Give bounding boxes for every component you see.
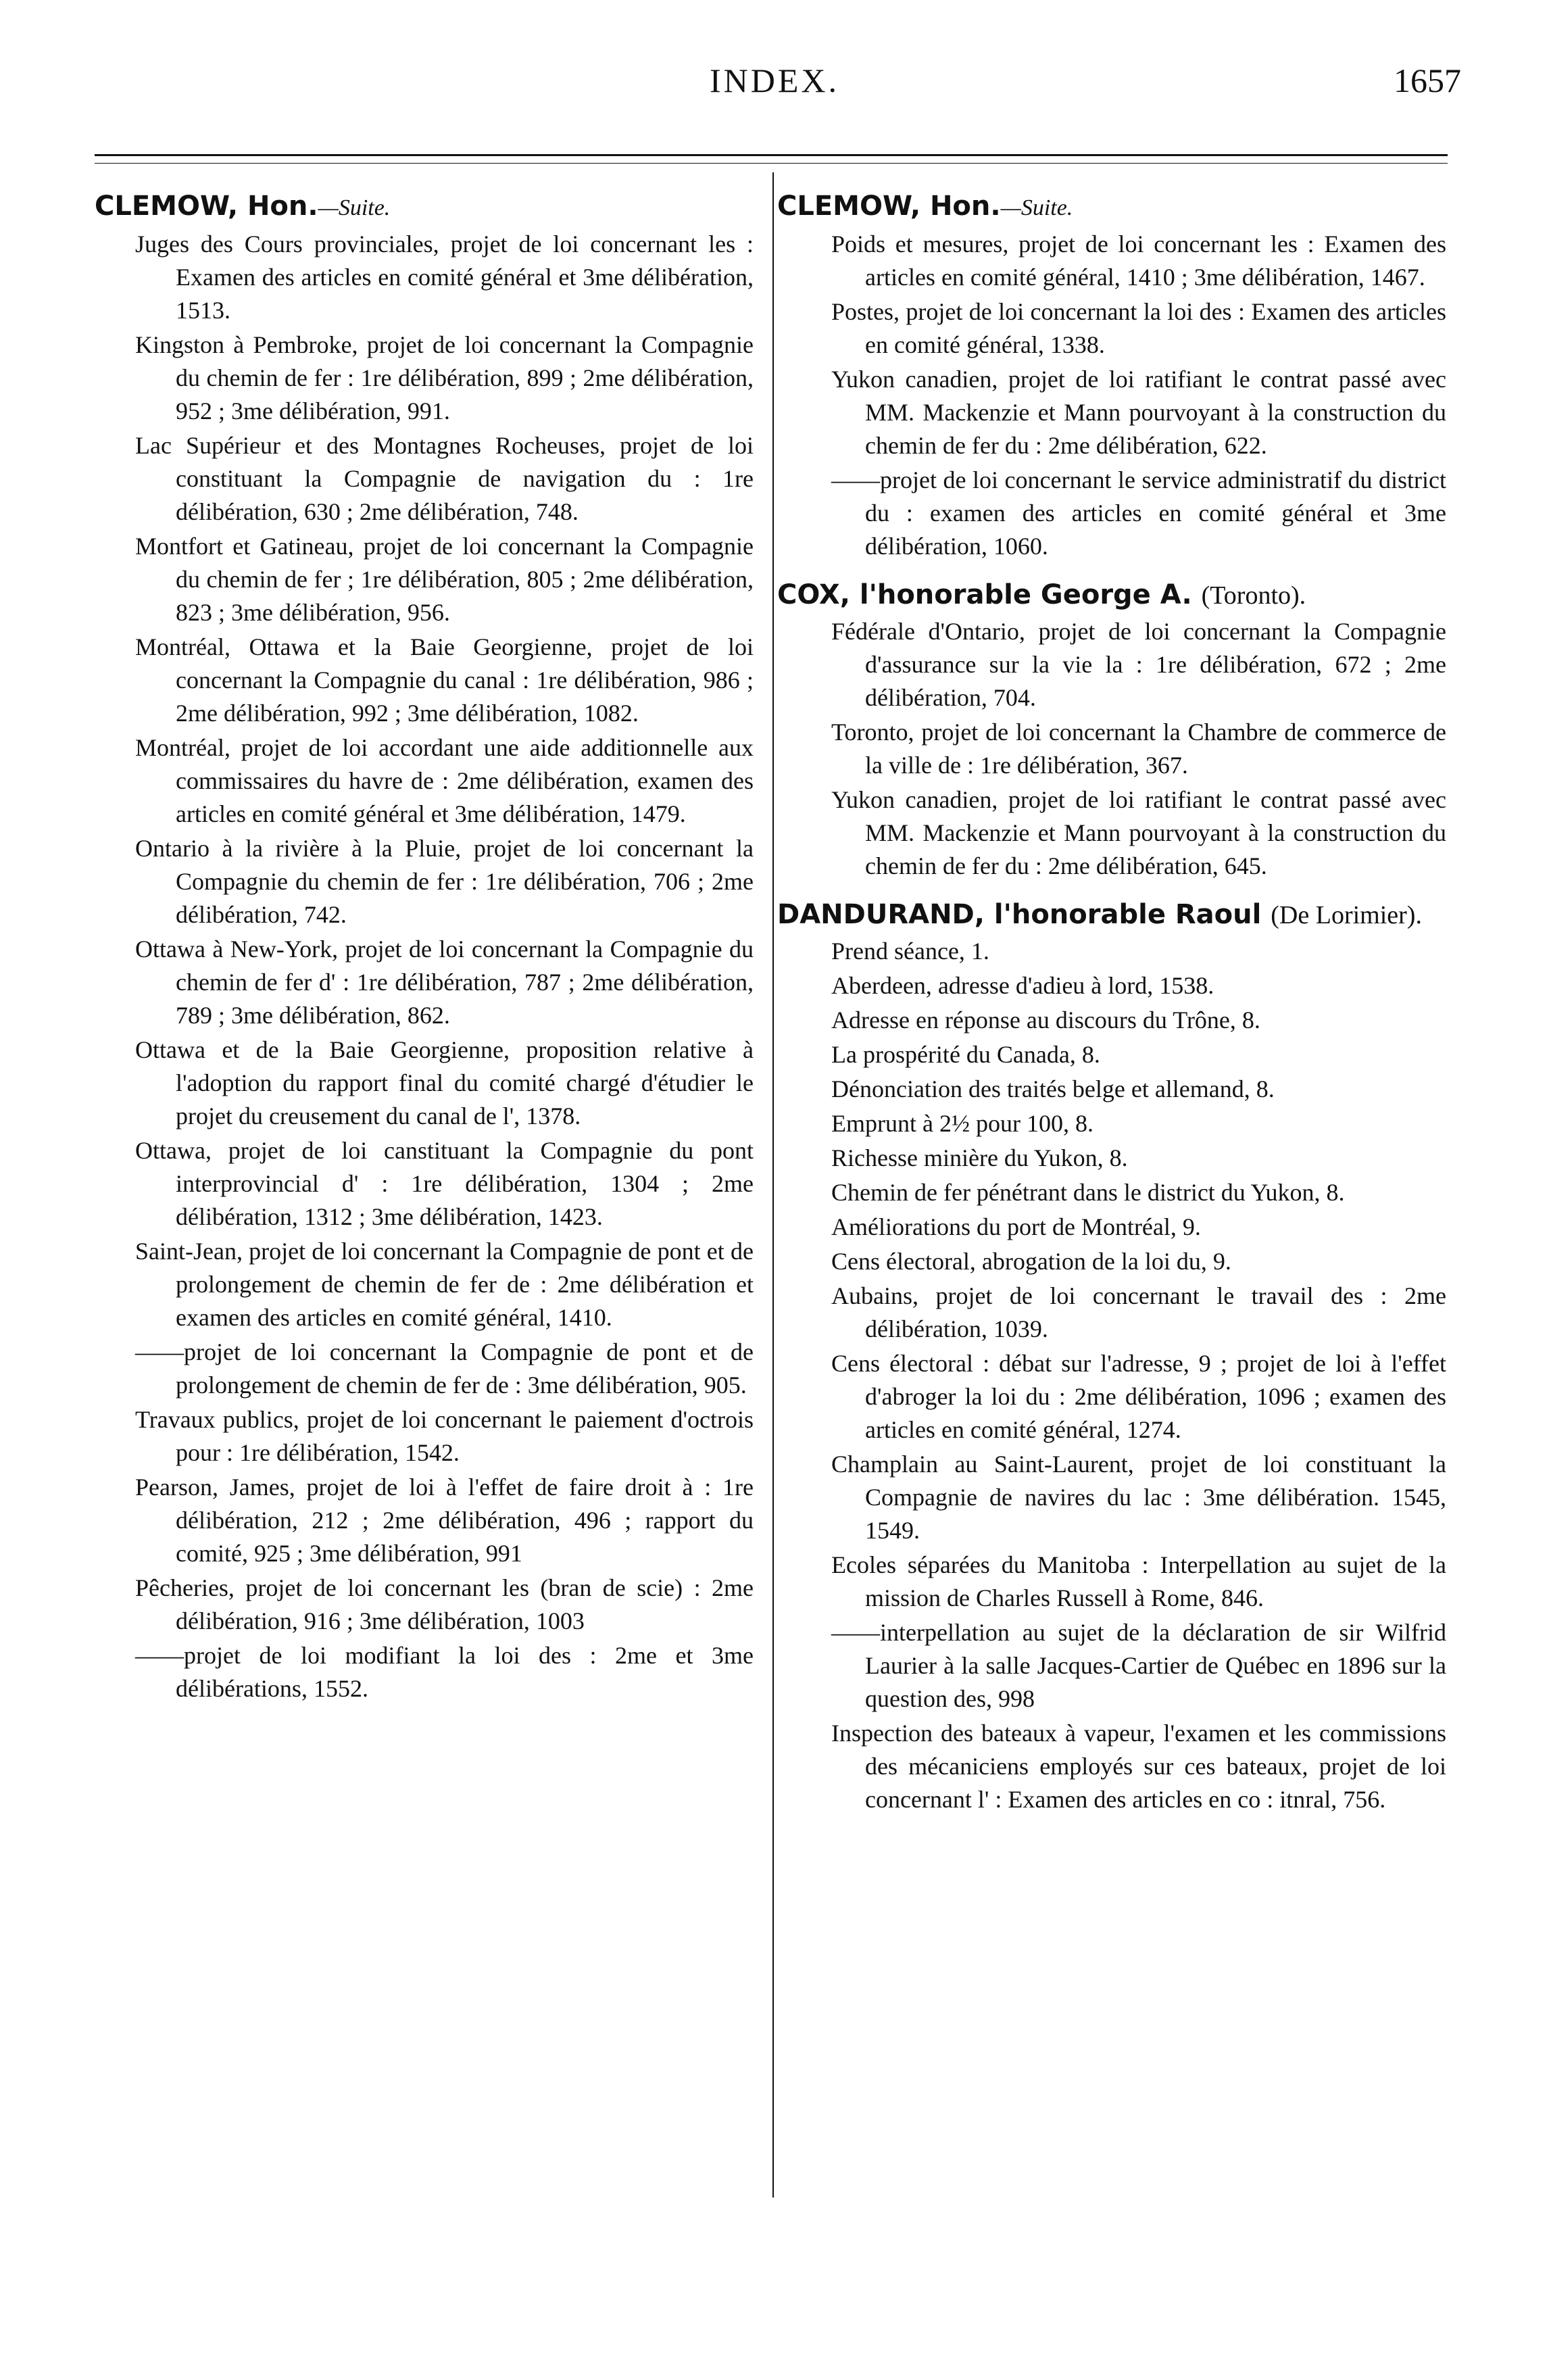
index-entry: Ottawa et de la Baie Georgienne, proposition relative à l'adoption du rapport final du comité chargé d'étudier le projet du creusement du canal de l', 1378.	[135, 1036, 754, 1130]
index-entry: Juges des Cours provinciales, projet de loi concernant les : Examen des articles en comité général et 3me délibération, 1513.	[135, 230, 754, 324]
page-number: 1657	[1394, 62, 1461, 99]
index-entry: Inspection des bateaux à vapeur, l'examen et les commissions des mécaniciens employés sur ces bateaux, projet de loi concernant l' : Examen des articles en co : itnral, 756.	[831, 1720, 1446, 1813]
heading-name: DANDURAND, l'honorable Raoul	[777, 899, 1262, 930]
index-entry: Montréal, Ottawa et la Baie Georgienne, projet de loi concernant la Compagnie du canal : 1re délibération, 986 ; 2me délibération, 992 ; 3me délibération, 1082.	[135, 633, 754, 727]
index-entry: Yukon canadien, projet de loi ratifiant le contrat passé avec MM. Mackenzie et Mann pourvoyant à la construction du chemin de fer du : 2me délibération, 645.	[831, 786, 1446, 879]
index-entry: Champlain au Saint-Laurent, projet de loi constituant la Compagnie de navires du lac : 3me délibération. 1545, 1549.	[831, 1451, 1446, 1544]
index-entry: Cens électoral : débat sur l'adresse, 9 ; projet de loi à l'effet d'abroger la loi du : 2me délibération, 1096 ; examen des articles en comité général, 1274.	[831, 1350, 1446, 1443]
index-entry: ——projet de loi concernant la Compagnie de pont et de prolongement de chemin de fer de : 3me délibération, 905.	[135, 1338, 754, 1399]
index-entry: La prospérité du Canada, 8.	[831, 1041, 1100, 1068]
index-entry: Poids et mesures, projet de loi concernant les : Examen des articles en comité général, 1410 ; 3me délibération, 1467.	[831, 230, 1446, 291]
index-entry: Montréal, projet de loi accordant une aide additionnelle aux commissaires du havre de : 2me délibération, examen des articles en comité général et 3me délibération, 1479.	[135, 734, 754, 827]
index-entry: Adresse en réponse au discours du Trône, 8.	[831, 1006, 1260, 1034]
index-entry: Fédérale d'Ontario, projet de loi concernant la Compagnie d'assurance sur la vie la : 1re délibération, 672 ; 2me délibération, 704.	[831, 618, 1446, 711]
index-heading	[777, 898, 1446, 932]
index-heading	[777, 578, 1446, 612]
index-entry: ——projet de loi modifiant la loi des : 2me et 3me délibérations, 1552.	[135, 1642, 754, 1702]
index-entry: Ontario à la rivière à la Pluie, projet de loi concernant la Compagnie du chemin de fer : 1re délibération, 706 ; 2me délibération, 742.	[135, 835, 754, 928]
index-entry: Chemin de fer pénétrant dans le district du Yukon, 8.	[831, 1179, 1345, 1206]
heading-name: CLEMOW, Hon.	[777, 191, 1001, 222]
index-heading	[777, 189, 1446, 225]
index-entry: Pearson, James, projet de loi à l'effet de faire droit à : 1re délibération, 212 ; 2me délibération, 496 ; rapport du comité, 925 ; 3me délibération, 991	[135, 1474, 754, 1567]
page-header	[88, 61, 1461, 122]
heading-name: CLEMOW, Hon.	[95, 191, 318, 222]
index-heading	[95, 189, 754, 225]
index-entry: Ecoles séparées du Manitoba : Interpellation au sujet de la mission de Charles Russell à Rome, 846.	[831, 1551, 1446, 1611]
index-entry: Lac Supérieur et des Montagnes Rocheuses, projet de loi constituant la Compagnie de navigation du : 1re délibération, 630 ; 2me délibération, 748.	[135, 432, 754, 525]
index-entry: Richesse minière du Yukon, 8.	[831, 1144, 1128, 1171]
rule-thick	[95, 154, 1448, 156]
heading-extra: (De Lorimier).	[1271, 901, 1422, 929]
heading-name: COX, l'honorable George A.	[777, 579, 1192, 610]
heading-extra: (Toronto).	[1201, 581, 1306, 610]
index-entry: Aubains, projet de loi concernant le travail des : 2me délibération, 1039.	[831, 1282, 1446, 1342]
index-entry: Emprunt à 2½ pour 100, 8.	[831, 1110, 1093, 1137]
index-entry: Yukon canadien, projet de loi ratifiant le contrat passé avec MM. Mackenzie et Mann pourvoyant à la construction du chemin de fer du : 2me délibération, 622.	[831, 366, 1446, 459]
right-column	[777, 189, 1446, 1818]
page-title: INDEX.	[709, 62, 840, 99]
index-entry: Cens électoral, abrogation de la loi du, 9.	[831, 1248, 1231, 1275]
column-divider	[772, 172, 774, 2197]
index-entry: Ottawa à New-York, projet de loi concernant la Compagnie du chemin de fer d' : 1re délibération, 787 ; 2me délibération, 789 ; 3me délibération, 862.	[135, 936, 754, 1029]
index-entry: Toronto, projet de loi concernant la Chambre de commerce de la ville de : 1re délibération, 367.	[831, 719, 1446, 779]
index-entry: Prend séance, 1.	[831, 938, 989, 965]
rule-thin	[95, 163, 1448, 164]
heading-suffix: —Suite.	[318, 195, 391, 220]
index-entry: Kingston à Pembroke, projet de loi concernant la Compagnie du chemin de fer : 1re délibération, 899 ; 2me délibération, 952 ; 3me délibération, 991.	[135, 331, 754, 424]
index-entry: ——projet de loi concernant le service administratif du district du : examen des articles en comité général et 3me délibération, 1060.	[831, 466, 1446, 560]
index-entry: ——interpellation au sujet de la déclaration de sir Wilfrid Laurier à la salle Jacques-Cartier de Québec en 1896 sur la question des, 998	[831, 1619, 1446, 1712]
heading-suffix: —Suite.	[1000, 195, 1073, 220]
index-entry: Pêcheries, projet de loi concernant les (bran de scie) : 2me délibération, 916 ; 3me délibération, 1003	[135, 1574, 754, 1634]
index-entry: Montfort et Gatineau, projet de loi concernant la Compagnie du chemin de fer ; 1re délibération, 805 ; 2me délibération, 823 ; 3me délibération, 956.	[135, 533, 754, 626]
left-column	[95, 189, 754, 1707]
index-entry: Ottawa, projet de loi canstituant la Compagnie du pont interprovincial d' : 1re délibération, 1304 ; 2me délibération, 1312 ; 3me délibération, 1423.	[135, 1137, 754, 1230]
index-entry: Saint-Jean, projet de loi concernant la Compagnie de pont et de prolongement de chemin de fer de : 2me délibération et examen des articles en comité général, 1410.	[135, 1238, 754, 1331]
header-rule	[95, 154, 1448, 164]
index-entry: Améliorations du port de Montréal, 9.	[831, 1213, 1201, 1240]
index-entry: Postes, projet de loi concernant la loi des : Examen des articles en comité général, 1338.	[831, 298, 1446, 358]
index-entry: Aberdeen, adresse d'adieu à lord, 1538.	[831, 972, 1214, 999]
index-entry: Travaux publics, projet de loi concernant le paiement d'octrois pour : 1re délibération, 1542.	[135, 1406, 754, 1466]
index-entry: Dénonciation des traités belge et allemand, 8.	[831, 1075, 1275, 1102]
